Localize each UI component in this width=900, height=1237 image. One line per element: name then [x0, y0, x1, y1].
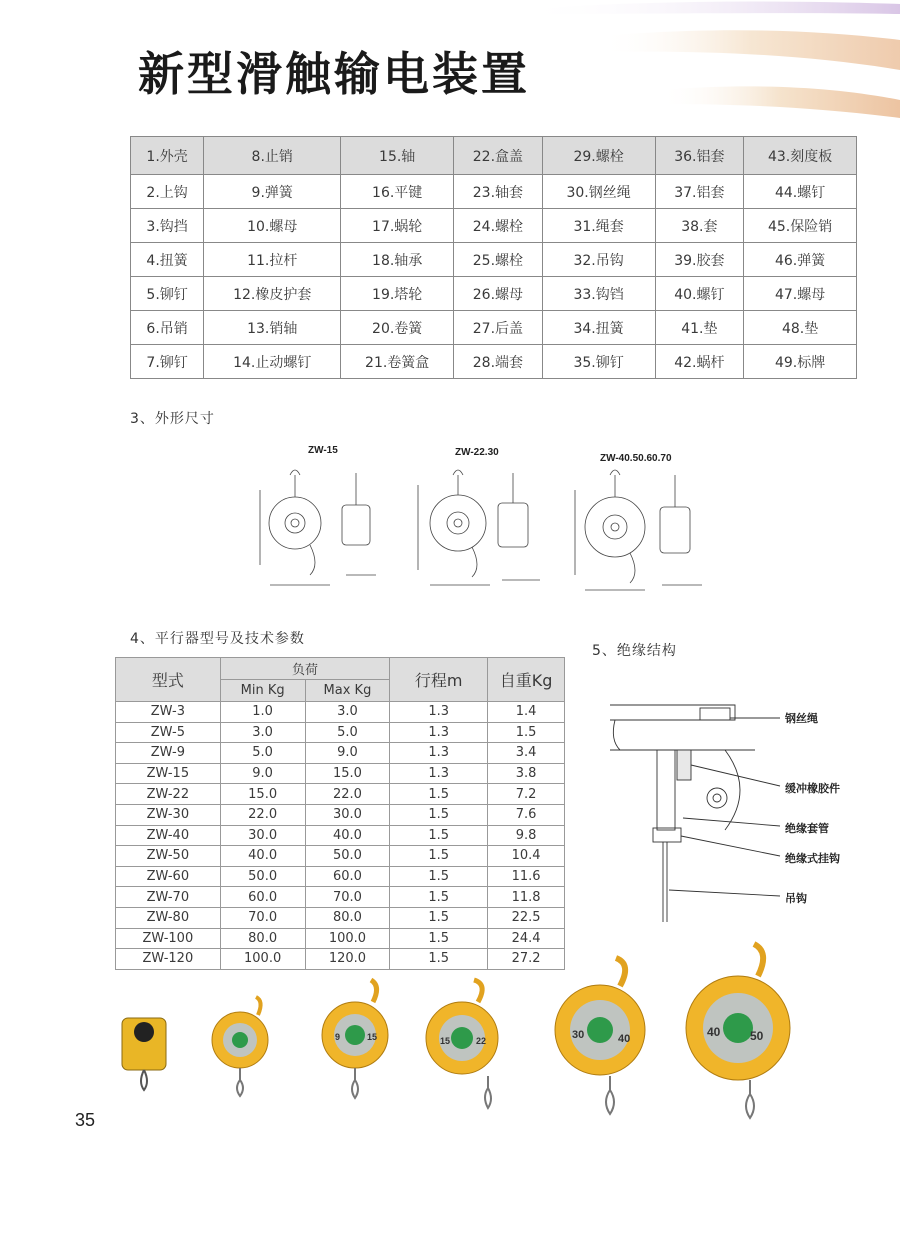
parts-cell: 12.橡皮护套	[204, 277, 341, 311]
specs-cell: 7.2	[488, 784, 565, 805]
parts-cell: 4.扭簧	[131, 243, 204, 277]
dial-number: 22	[476, 1036, 487, 1046]
parts-cell: 10.螺母	[204, 209, 341, 243]
specs-cell: ZW-3	[116, 702, 221, 723]
specs-row	[116, 825, 565, 846]
product-1-small-balancer	[122, 1018, 166, 1090]
parts-cell: 17.蜗轮	[341, 209, 454, 243]
parts-cell: 25.螺栓	[454, 243, 543, 277]
specs-cell: 1.5	[390, 784, 488, 805]
page-title: 新型滑触输电装置	[138, 47, 530, 101]
specs-cell: 1.3	[390, 702, 488, 723]
specs-cell: 3.8	[488, 763, 565, 784]
parts-cell: 16.平键	[341, 175, 454, 209]
dial-number: 15	[440, 1036, 451, 1046]
parts-cell: 27.后盖	[454, 311, 543, 345]
specs-row	[116, 743, 565, 764]
specs-cell: 10.4	[488, 846, 565, 867]
parts-cell: 36.铝套	[655, 137, 744, 175]
parts-cell: 14.止动螺钉	[204, 345, 341, 379]
parts-list-table	[130, 136, 857, 379]
section-4-heading: 4、平行器型号及技术参数	[130, 631, 305, 647]
specs-cell: 1.3	[390, 763, 488, 784]
specs-cell: 22.0	[305, 784, 390, 805]
specs-cell: ZW-5	[116, 722, 221, 743]
parts-cell: 29.螺栓	[542, 137, 655, 175]
parts-cell: 26.螺母	[454, 277, 543, 311]
parts-cell: 19.塔轮	[341, 277, 454, 311]
dial-number: 9	[335, 1032, 341, 1042]
specs-cell: 5.0	[220, 743, 305, 764]
parts-cell: 23.轴套	[454, 175, 543, 209]
drawing-label-zw15: ZW-15	[308, 445, 338, 456]
label-rubber-buffer: 缓冲橡胶件	[785, 782, 840, 795]
parts-cell: 6.吊销	[131, 311, 204, 345]
section-5-heading: 5、绝缘结构	[592, 643, 677, 659]
specs-cell: 100.0	[305, 928, 390, 949]
header-model: 型式	[116, 658, 221, 702]
parts-cell: 43.刻度板	[744, 137, 857, 175]
specs-cell: 7.6	[488, 804, 565, 825]
specs-cell: 1.0	[220, 702, 305, 723]
parts-cell: 33.钩铛	[542, 277, 655, 311]
specs-cell: ZW-70	[116, 887, 221, 908]
parts-cell: 35.铆钉	[542, 345, 655, 379]
header-min: Min Kg	[220, 680, 305, 702]
product-6-balancer	[686, 944, 790, 1118]
specs-cell: 30.0	[220, 825, 305, 846]
specs-row	[116, 702, 565, 723]
parts-cell: 49.标牌	[744, 345, 857, 379]
parts-row	[131, 277, 857, 311]
parts-cell: 37.铝套	[655, 175, 744, 209]
specs-cell: ZW-60	[116, 866, 221, 887]
specs-cell: 1.5	[390, 804, 488, 825]
parts-cell: 39.胶套	[655, 243, 744, 277]
product-3-balancer	[322, 980, 388, 1098]
specs-cell: 1.5	[390, 949, 488, 970]
specs-cell: ZW-80	[116, 907, 221, 928]
drawing-label-zw22: ZW-22.30	[455, 447, 499, 458]
specs-cell: ZW-50	[116, 846, 221, 867]
label-hook: 吊钩	[785, 892, 807, 905]
specs-cell: 15.0	[220, 784, 305, 805]
product-2-balancer	[212, 997, 268, 1096]
parts-cell: 1.外壳	[131, 137, 204, 175]
parts-cell: 48.垫	[744, 311, 857, 345]
specs-cell: 40.0	[305, 825, 390, 846]
dial-number: 40	[618, 1033, 631, 1045]
specs-cell: 30.0	[305, 804, 390, 825]
parts-cell: 42.蜗杆	[655, 345, 744, 379]
parts-cell: 7.铆钉	[131, 345, 204, 379]
specs-cell: 70.0	[220, 907, 305, 928]
parts-row	[131, 137, 857, 175]
specs-cell: ZW-30	[116, 804, 221, 825]
dial-number: 50	[750, 1029, 764, 1043]
dial-number: 40	[707, 1025, 721, 1039]
parts-row	[131, 345, 857, 379]
specs-cell: 60.0	[220, 887, 305, 908]
parts-row	[131, 175, 857, 209]
specs-cell: 15.0	[305, 763, 390, 784]
specs-cell: 100.0	[220, 949, 305, 970]
specs-cell: 1.5	[390, 846, 488, 867]
drawing-label-zw40: ZW-40.50.60.70	[600, 453, 672, 464]
parts-cell: 22.盒盖	[454, 137, 543, 175]
specs-cell: 5.0	[305, 722, 390, 743]
specs-cell: 40.0	[220, 846, 305, 867]
parts-cell: 21.卷簧盒	[341, 345, 454, 379]
insulation-structure-diagram	[605, 690, 895, 930]
parts-cell: 32.吊钩	[542, 243, 655, 277]
parts-cell: 40.螺钉	[655, 277, 744, 311]
specs-cell: 1.5	[390, 887, 488, 908]
parts-cell: 8.止销	[204, 137, 341, 175]
specs-row	[116, 907, 565, 928]
parts-cell: 5.铆钉	[131, 277, 204, 311]
header-weight: 自重Kg	[488, 658, 565, 702]
specs-row	[116, 887, 565, 908]
label-insulating-sleeve: 绝缘套管	[785, 822, 829, 835]
specs-cell: 24.4	[488, 928, 565, 949]
specs-cell: 1.5	[390, 825, 488, 846]
specs-cell: ZW-120	[116, 949, 221, 970]
specs-cell: 9.0	[305, 743, 390, 764]
specs-cell: 60.0	[305, 866, 390, 887]
specs-cell: 9.0	[220, 763, 305, 784]
specs-cell: 3.0	[220, 722, 305, 743]
parts-cell: 31.绳套	[542, 209, 655, 243]
parts-cell: 18.轴承	[341, 243, 454, 277]
dimension-line-art	[250, 445, 720, 595]
dial-number: 30	[572, 1029, 585, 1041]
specs-row	[116, 866, 565, 887]
specs-cell: 1.4	[488, 702, 565, 723]
specs-row	[116, 784, 565, 805]
parts-cell: 28.端套	[454, 345, 543, 379]
specs-cell: ZW-100	[116, 928, 221, 949]
section-3-heading: 3、外形尺寸	[130, 411, 215, 427]
parts-row	[131, 209, 857, 243]
label-insulated-hook: 绝缘式挂钩	[785, 852, 840, 865]
specs-cell: 1.5	[488, 722, 565, 743]
specs-row	[116, 722, 565, 743]
parts-cell: 34.扭簧	[542, 311, 655, 345]
parts-cell: 9.弹簧	[204, 175, 341, 209]
product-5-balancer	[555, 958, 645, 1114]
specs-cell: 1.5	[390, 928, 488, 949]
specs-cell: 22.0	[220, 804, 305, 825]
parts-cell: 3.钩挡	[131, 209, 204, 243]
dimension-drawings	[250, 445, 720, 595]
specs-cell: 120.0	[305, 949, 390, 970]
specs-cell: 50.0	[305, 846, 390, 867]
parts-cell: 46.弹簧	[744, 243, 857, 277]
parts-cell: 24.螺栓	[454, 209, 543, 243]
parts-cell: 30.钢丝绳	[542, 175, 655, 209]
specs-row	[116, 804, 565, 825]
insulation-line-art	[605, 690, 895, 930]
parts-cell: 15.轴	[341, 137, 454, 175]
header-load: 负荷	[220, 658, 390, 680]
specs-cell: 3.0	[305, 702, 390, 723]
parts-cell: 2.上钩	[131, 175, 204, 209]
parts-cell: 45.保险销	[744, 209, 857, 243]
parts-cell: 13.销轴	[204, 311, 341, 345]
parts-cell: 38.套	[655, 209, 744, 243]
specs-cell: 80.0	[305, 907, 390, 928]
specs-cell: 9.8	[488, 825, 565, 846]
parts-row	[131, 243, 857, 277]
specs-cell: 50.0	[220, 866, 305, 887]
specs-cell: 1.5	[390, 866, 488, 887]
specs-cell: ZW-22	[116, 784, 221, 805]
specs-cell: 1.3	[390, 722, 488, 743]
specs-cell: 22.5	[488, 907, 565, 928]
specs-cell: ZW-40	[116, 825, 221, 846]
product-4-balancer	[426, 980, 498, 1108]
specs-cell: ZW-9	[116, 743, 221, 764]
dial-number: 15	[367, 1032, 378, 1042]
specs-cell: ZW-15	[116, 763, 221, 784]
specs-cell: 11.6	[488, 866, 565, 887]
specs-row	[116, 846, 565, 867]
parts-row	[131, 311, 857, 345]
specs-cell: 11.8	[488, 887, 565, 908]
specs-cell: 80.0	[220, 928, 305, 949]
page-number: 35	[75, 1110, 96, 1130]
parts-cell: 11.拉杆	[204, 243, 341, 277]
specs-cell: 1.5	[390, 907, 488, 928]
specs-cell: 27.2	[488, 949, 565, 970]
parts-cell: 20.卷簧	[341, 311, 454, 345]
header-max: Max Kg	[305, 680, 390, 702]
product-photos	[110, 930, 800, 1120]
specs-cell: 3.4	[488, 743, 565, 764]
parts-cell: 41.垫	[655, 311, 744, 345]
specs-table	[115, 657, 565, 970]
parts-cell: 44.螺钉	[744, 175, 857, 209]
header-stroke: 行程m	[390, 658, 488, 702]
specs-cell: 1.3	[390, 743, 488, 764]
specs-row	[116, 763, 565, 784]
label-wire-rope: 钢丝绳	[785, 712, 818, 725]
specs-cell: 70.0	[305, 887, 390, 908]
decorative-swoosh	[520, 0, 900, 120]
parts-cell: 47.螺母	[744, 277, 857, 311]
